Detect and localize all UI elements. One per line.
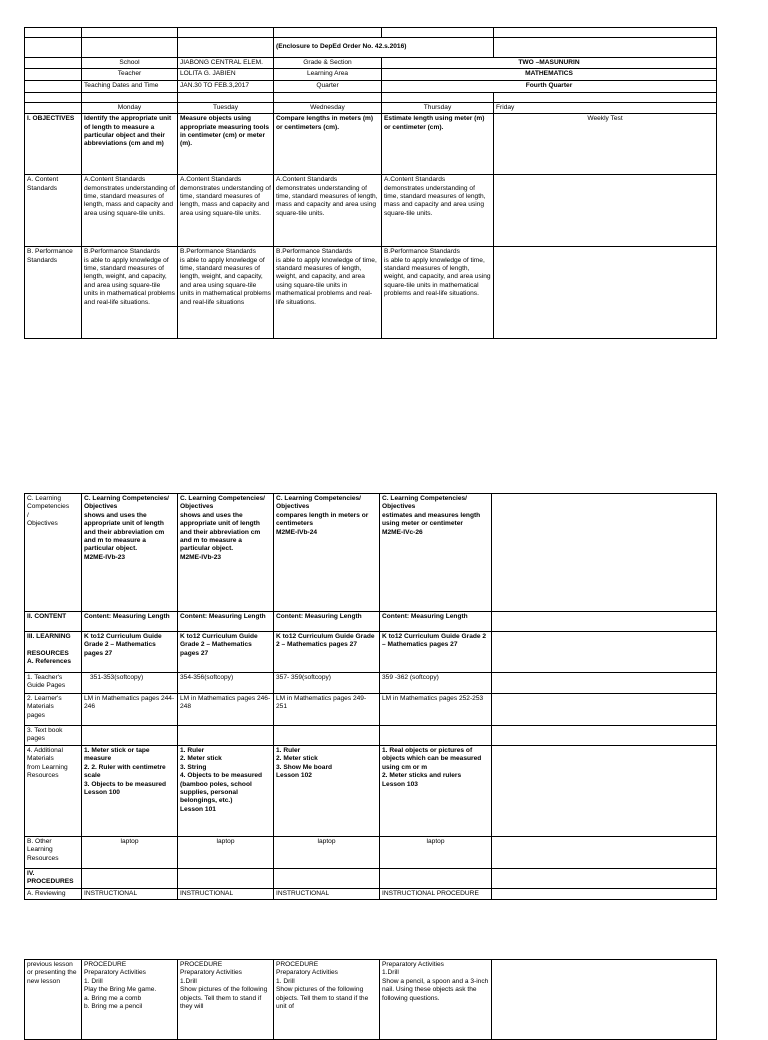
competency-monday: C. Learning Competencies/ Objectives shows and uses the appropriate unit of length and their abbreviation cm and m to measure a particular object. M2ME-IVb-23 — [82, 494, 178, 612]
dates-row — [25, 80, 717, 92]
reference-thursday: K to12 Curriculum Guide Grade 2 – Mathematics pages 27 — [380, 632, 492, 673]
dates-label: Teaching Dates and Time — [82, 80, 178, 92]
procedure-wednesday: PROCEDURE Preparatory Activities 1. Drill Show pictures of the following objects. Tell them to stand if the unit of — [274, 960, 380, 1040]
reference-wednesday: K to12 Curriculum Guide Grade 2 – Mathematics pages 27 — [274, 632, 380, 673]
teachers-guide-tuesday: 354-356(softcopy) — [178, 673, 274, 694]
blank-row — [25, 92, 717, 102]
previous-lesson-row — [25, 960, 717, 1040]
day-thursday: Thursday — [382, 102, 494, 113]
enclosure-note: (Enclosure to DepEd Order No. 42.s.2016) — [274, 38, 494, 58]
other-resources-row — [25, 837, 717, 869]
learners-materials-row — [25, 694, 717, 726]
objective-friday: Weekly Test — [494, 114, 717, 175]
teacher-value: LOLITA G. JABIEN — [178, 69, 274, 80]
teacher-row — [25, 69, 717, 80]
day-wednesday: Wednesday — [274, 102, 382, 113]
day-tuesday: Tuesday — [178, 102, 274, 113]
header-and-objectives-table — [24, 27, 717, 339]
procedures-row — [25, 869, 717, 889]
additional-tuesday: 1. Ruler 2. Meter stick 3. String 4. Objects to be measured (bamboo poles, school supplies, personal belongings, etc.) Lesson 101 — [178, 746, 274, 837]
quarter-value: Fourth Quarter — [382, 80, 717, 92]
reviewing-label: A. Reviewing — [25, 889, 82, 900]
quarter-label: Quarter — [274, 80, 382, 92]
content-standards-monday: A.Content Standards demonstrates understanding of time, standard measures of length, mass and capacity and area using square-tile units. — [82, 175, 178, 247]
competencies-resources-table — [24, 493, 717, 900]
teacher-label: Teacher — [82, 69, 178, 80]
performance-standards-monday: B.Performance Standards is able to apply knowledge of time, standard measures of length, weight, and capacity, and area using square-tile units in mathematical problems and real-life situations. — [82, 247, 178, 339]
additional-wednesday: 1. Ruler 2. Meter stick 3. Show Me board Lesson 102 — [274, 746, 380, 837]
performance-standards-label: B. Performance Standards — [25, 247, 82, 339]
content-standards-label: A. Content Standards — [25, 175, 82, 247]
content-label: II. CONTENT — [25, 612, 82, 632]
teachers-guide-label: 1. Teacher's Guide Pages — [25, 673, 82, 694]
procedure-thursday: Preparatory Activities 1.Drill Show a pencil, a spoon and a 3-inch nail. Using these objects ask the following questions. — [380, 960, 492, 1040]
objective-thursday: Estimate length using meter (m) or centimeter (cm). — [382, 114, 494, 175]
dates-value: JAN.30 TO FEB.3,2017 — [178, 80, 274, 92]
learners-materials-thursday: LM in Mathematics pages 252-253 — [380, 694, 492, 726]
textbook-row — [25, 726, 717, 746]
objectives-label: I. OBJECTIVES — [25, 114, 82, 175]
content-thursday: Content: Measuring Length — [380, 612, 492, 632]
performance-standards-thursday: B.Performance Standards is able to apply knowledge of time, standard measures of length, weight, and capacity, and area using square-tile units in mathematical problems and real-life situations. — [382, 247, 494, 339]
content-wednesday: Content: Measuring Length — [274, 612, 380, 632]
reviewing-row — [25, 889, 717, 900]
references-row — [25, 632, 717, 673]
reference-monday: K to12 Curriculum Guide Grade 2 – Mathematics pages 27 — [82, 632, 178, 673]
competency-tuesday: C. Learning Competencies/ Objectives shows and uses the appropriate unit of length and their abbreviation cm and m to measure a particular object. M2ME-IVb-23 — [178, 494, 274, 612]
learners-materials-tuesday: LM in Mathematics pages 246-248 — [178, 694, 274, 726]
procedure-monday: PROCEDURE Preparatory Activities 1. Drill Play the Bring Me game. a. Bring me a comb b. Bring me a pencil — [82, 960, 178, 1040]
grade-value: TWO –MASUNURIN — [382, 58, 717, 69]
learning-area-label: Learning Area — [274, 69, 382, 80]
reference-tuesday: K to12 Curriculum Guide Grade 2 – Mathematics pages 27 — [178, 632, 274, 673]
competency-thursday: C. Learning Competencies/ Objectives estimates and measures length using meter or centimeter M2ME-IVc-26 — [380, 494, 492, 612]
content-tuesday: Content: Measuring Length — [178, 612, 274, 632]
competencies-label: C. Learning Competencies / Objectives — [25, 494, 82, 612]
other-thursday: laptop — [380, 837, 492, 869]
content-standards-tuesday: A.Content Standards demonstrates understanding of time, standard measures of length, mass and capacity and area using square-tile units. — [178, 175, 274, 247]
content-monday: Content: Measuring Length — [82, 612, 178, 632]
reviewing-tuesday: INSTRUCTIONAL — [178, 889, 274, 900]
learners-materials-label: 2. Learner's Materials pages — [25, 694, 82, 726]
procedures-continued-table — [24, 959, 717, 1040]
other-resources-label: B. Other Learning Resources — [25, 837, 82, 869]
day-monday: Monday — [82, 102, 178, 113]
reviewing-monday: INSTRUCTIONAL — [82, 889, 178, 900]
other-monday: laptop — [82, 837, 178, 869]
content-standards-row — [25, 175, 717, 247]
objectives-row — [25, 114, 717, 175]
school-row — [25, 58, 717, 69]
content-standards-wednesday: A.Content Standards demonstrates understanding of time, standard measures of length, mass and capacity and area using square-tile units. — [274, 175, 382, 247]
performance-standards-row — [25, 247, 717, 339]
textbook-label: 3. Text book pages — [25, 726, 82, 746]
previous-lesson-label: previous lesson or presenting the new lesson — [25, 960, 82, 1040]
other-tuesday: laptop — [178, 837, 274, 869]
additional-monday: 1. Meter stick or tape measure 2. 2. Ruler with centimetre scale 3. Objects to be measured Lesson 100 — [82, 746, 178, 837]
learning-resources-label: III. LEARNING RESOURCES A. References — [25, 632, 82, 673]
objective-monday: Identify the appropriate unit of length to measure a particular object and their abbreviations (cm and m) — [82, 114, 178, 175]
reviewing-wednesday: INSTRUCTIONAL — [274, 889, 380, 900]
teachers-guide-thursday: 359 -362 (softcopy) — [380, 673, 492, 694]
competency-wednesday: C. Learning Competencies/ Objectives compares length in meters or centimeters M2ME-IVb-24 — [274, 494, 380, 612]
learners-materials-monday: LM in Mathematics pages 244-246 — [82, 694, 178, 726]
objective-wednesday: Compare lengths in meters (m) or centimeters (cm). — [274, 114, 382, 175]
additional-materials-label: 4. Additional Materials from Learning Resources — [25, 746, 82, 837]
procedures-label: IV. PROCEDURES — [25, 869, 82, 889]
content-standards-thursday: A.Content Standards demonstrates understanding of time, standard measures of length, mass and capacity and area using square-tile units. — [382, 175, 494, 247]
other-wednesday: laptop — [274, 837, 380, 869]
school-value: JIABONG CENTRAL ELEM. — [178, 58, 274, 69]
learners-materials-wednesday: LM in Mathematics pages 249-251 — [274, 694, 380, 726]
teachers-guide-monday: 351-353(softcopy) — [82, 673, 178, 694]
day-friday: Friday — [494, 102, 717, 113]
learning-area-value: MATHEMATICS — [382, 69, 717, 80]
grade-label: Grade & Section — [274, 58, 382, 69]
additional-materials-row — [25, 746, 717, 837]
procedure-tuesday: PROCEDURE Preparatory Activities 1.Drill Show pictures of the following objects. Tell them to stand if they will — [178, 960, 274, 1040]
top-spacer-row — [25, 28, 717, 38]
objective-tuesday: Measure objects using appropriate measuring tools in centimeter (cm) or meter (m). — [178, 114, 274, 175]
competencies-row — [25, 494, 717, 612]
days-row — [25, 102, 717, 113]
content-row — [25, 612, 717, 632]
teachers-guide-row — [25, 673, 717, 694]
school-label: School — [82, 58, 178, 69]
enclosure-row — [25, 38, 717, 58]
performance-standards-tuesday: B.Performance Standards is able to apply knowledge of time, standard measures of length, weight, and capacity, and area using square-tile units in mathematical problems and real-life situations — [178, 247, 274, 339]
performance-standards-wednesday: B.Performance Standards is able to apply knowledge of time, standard measures of length, weight, and capacity, and area using square-tile units in mathematical problems and real-life situations. — [274, 247, 382, 339]
reviewing-thursday: INSTRUCTIONAL PROCEDURE — [380, 889, 492, 900]
teachers-guide-wednesday: 357- 359(softcopy) — [274, 673, 380, 694]
additional-thursday: 1. Real objects or pictures of objects which can be measured using cm or m 2. Meter sticks and rulers Lesson 103 — [380, 746, 492, 837]
